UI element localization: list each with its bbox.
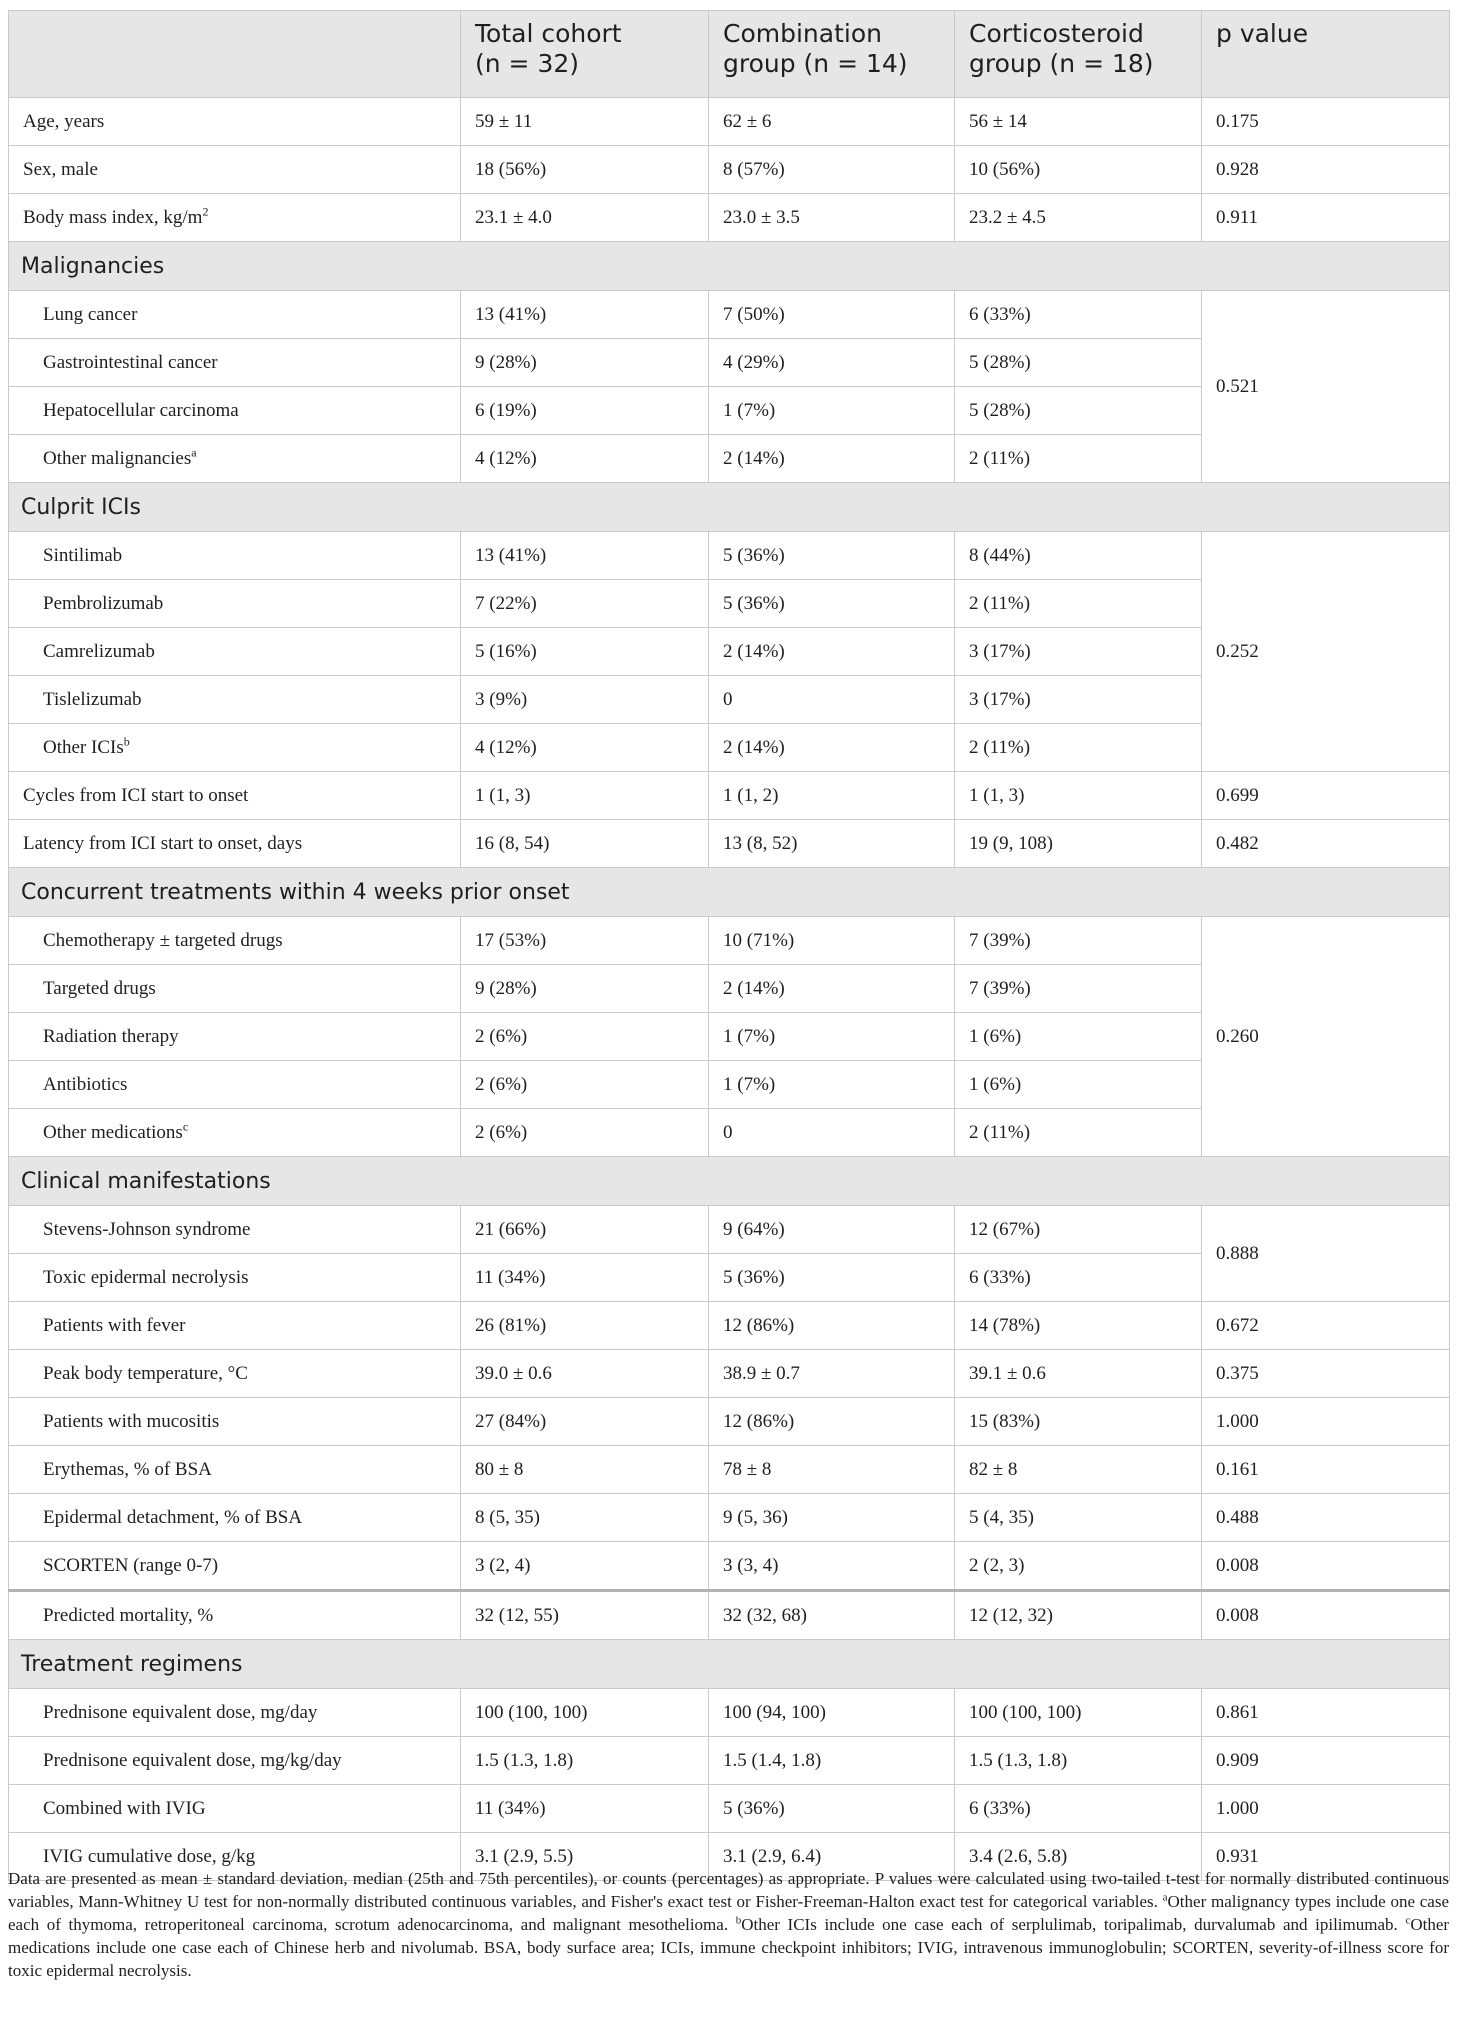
section-title-concurrent-treatments: Concurrent treatments within 4 weeks prior onset [9,868,1450,917]
cell-combination: 10 (71%) [709,917,955,965]
cell-combination: 2 (14%) [709,628,955,676]
cell-combination: 9 (5, 36) [709,1494,955,1542]
cell-combination: 0 [709,676,955,724]
row-label: Latency from ICI start to onset, days [9,820,461,868]
cell-p-value: 0.260 [1202,917,1450,1157]
cell-total: 3 (2, 4) [461,1542,709,1591]
cell-combination: 3.1 (2.9, 6.4) [709,1833,955,1881]
row-label: Predicted mortality, % [9,1591,461,1640]
row-label: Other ICIs$^b$ [9,724,461,772]
cell-p-value: 0.008 [1202,1591,1450,1640]
section-header-row [9,1157,1450,1206]
cell-combination: 2 (14%) [709,965,955,1013]
row-label: Tislelizumab [9,676,461,724]
cell-p-value: 0.861 [1202,1689,1450,1737]
cell-total: 9 (28%) [461,339,709,387]
cell-total: 59 ± 11 [461,98,709,146]
cell-corticosteroid: 2 (11%) [955,724,1202,772]
cell-combination: 78 ± 8 [709,1446,955,1494]
row-label: Pembrolizumab [9,580,461,628]
cell-corticosteroid: 7 (39%) [955,965,1202,1013]
row-label: Camrelizumab [9,628,461,676]
cell-corticosteroid: 8 (44%) [955,532,1202,580]
header-corticosteroid-group: Corticosteroid group (n = 18) [955,11,1202,98]
table-row [9,1785,1450,1833]
cell-corticosteroid: 5 (4, 35) [955,1494,1202,1542]
cell-p-value: 0.911 [1202,194,1450,242]
cell-total: 39.0 ± 0.6 [461,1350,709,1398]
table-row [9,1206,1450,1254]
cell-corticosteroid: 7 (39%) [955,917,1202,965]
header-combination-group: Combination group (n = 14) [709,11,955,98]
section-title-clinical-manifestations: Clinical manifestations [9,1157,1450,1206]
cell-p-value: 0.672 [1202,1302,1450,1350]
cell-corticosteroid: 14 (78%) [955,1302,1202,1350]
header-variable [9,11,461,98]
row-label: Sintilimab [9,532,461,580]
cell-total: 4 (12%) [461,724,709,772]
header-row [9,11,1450,98]
cell-corticosteroid: 23.2 ± 4.5 [955,194,1202,242]
cell-p-value: 0.008 [1202,1542,1450,1591]
cell-total: 3 (9%) [461,676,709,724]
table-row [9,1350,1450,1398]
cell-corticosteroid: 2 (11%) [955,435,1202,483]
cell-total: 17 (53%) [461,917,709,965]
cell-total: 18 (56%) [461,146,709,194]
row-label: Targeted drugs [9,965,461,1013]
cell-p-value: 1.000 [1202,1785,1450,1833]
section-title-malignancies: Malignancies [9,242,1450,291]
cell-total: 23.1 ± 4.0 [461,194,709,242]
cell-corticosteroid: 2 (11%) [955,1109,1202,1157]
table-row [9,1737,1450,1785]
header-p-value: p value [1202,11,1450,98]
cell-combination: 5 (36%) [709,1785,955,1833]
cell-corticosteroid: 12 (12, 32) [955,1591,1202,1640]
cell-corticosteroid: 6 (33%) [955,1254,1202,1302]
cell-total: 8 (5, 35) [461,1494,709,1542]
cell-p-value: 0.521 [1202,291,1450,483]
table-row [9,194,1450,242]
cell-total: 11 (34%) [461,1785,709,1833]
cell-total: 1.5 (1.3, 1.8) [461,1737,709,1785]
table-row [9,1494,1450,1542]
cell-combination: 3 (3, 4) [709,1542,955,1591]
cell-total: 6 (19%) [461,387,709,435]
cell-combination: 5 (36%) [709,532,955,580]
cell-combination: 23.0 ± 3.5 [709,194,955,242]
row-label: Stevens-Johnson syndrome [9,1206,461,1254]
cell-total: 2 (6%) [461,1109,709,1157]
table-row [9,532,1450,580]
cell-corticosteroid: 100 (100, 100) [955,1689,1202,1737]
cell-corticosteroid: 1.5 (1.3, 1.8) [955,1737,1202,1785]
cell-combination: 100 (94, 100) [709,1689,955,1737]
cell-corticosteroid: 1 (1, 3) [955,772,1202,820]
cell-combination: 9 (64%) [709,1206,955,1254]
cell-total: 2 (6%) [461,1013,709,1061]
cell-corticosteroid: 2 (2, 3) [955,1542,1202,1591]
cell-combination: 2 (14%) [709,435,955,483]
cell-combination: 7 (50%) [709,291,955,339]
cell-p-value: 0.699 [1202,772,1450,820]
table-row [9,1689,1450,1737]
cell-corticosteroid: 3 (17%) [955,676,1202,724]
table-row [9,1302,1450,1350]
cell-combination: 8 (57%) [709,146,955,194]
table-row [9,1591,1450,1640]
cell-corticosteroid: 6 (33%) [955,1785,1202,1833]
cell-combination: 1 (1, 2) [709,772,955,820]
table-row [9,1542,1450,1591]
cell-total: 4 (12%) [461,435,709,483]
cell-total: 2 (6%) [461,1061,709,1109]
cell-total: 1 (1, 3) [461,772,709,820]
cell-combination: 4 (29%) [709,339,955,387]
row-label: Toxic epidermal necrolysis [9,1254,461,1302]
cell-total: 27 (84%) [461,1398,709,1446]
row-label: Peak body temperature, °C [9,1350,461,1398]
row-label: Lung cancer [9,291,461,339]
cell-total: 7 (22%) [461,580,709,628]
cell-total: 11 (34%) [461,1254,709,1302]
header-total-cohort: Total cohort (n = 32) [461,11,709,98]
cell-p-value: 0.488 [1202,1494,1450,1542]
cell-combination: 2 (14%) [709,724,955,772]
cell-corticosteroid: 1 (6%) [955,1061,1202,1109]
row-label: Erythemas, % of BSA [9,1446,461,1494]
cell-combination: 1 (7%) [709,387,955,435]
cell-corticosteroid: 2 (11%) [955,580,1202,628]
row-label: Other malignancies$^a$ [9,435,461,483]
cell-combination: 1 (7%) [709,1013,955,1061]
table-row [9,772,1450,820]
cell-total: 13 (41%) [461,291,709,339]
table-row [9,291,1450,339]
cell-combination: 62 ± 6 [709,98,955,146]
cell-p-value: 0.909 [1202,1737,1450,1785]
cell-combination: 1.5 (1.4, 1.8) [709,1737,955,1785]
section-header-row [9,1640,1450,1689]
cell-total: 80 ± 8 [461,1446,709,1494]
cell-combination: 38.9 ± 0.7 [709,1350,955,1398]
cell-corticosteroid: 56 ± 14 [955,98,1202,146]
row-label: Cycles from ICI start to onset [9,772,461,820]
table-row [9,98,1450,146]
cell-corticosteroid: 6 (33%) [955,291,1202,339]
row-label: Epidermal detachment, % of BSA [9,1494,461,1542]
cell-corticosteroid: 5 (28%) [955,339,1202,387]
row-label: Other medications$^c$ [9,1109,461,1157]
cell-combination: 1 (7%) [709,1061,955,1109]
cell-p-value: 0.252 [1202,532,1450,772]
cell-total: 16 (8, 54) [461,820,709,868]
cell-total: 26 (81%) [461,1302,709,1350]
row-label: Patients with mucositis [9,1398,461,1446]
cell-p-value: 0.888 [1202,1206,1450,1302]
table-footnote [8,1867,1449,1982]
row-label: IVIG cumulative dose, g/kg [9,1833,461,1881]
row-label: SCORTEN (range 0-7) [9,1542,461,1591]
row-label: Sex, male [9,146,461,194]
cell-combination: 0 [709,1109,955,1157]
cell-corticosteroid: 82 ± 8 [955,1446,1202,1494]
cell-p-value: 0.161 [1202,1446,1450,1494]
row-label: Gastrointestinal cancer [9,339,461,387]
section-header-row [9,483,1450,532]
cell-combination: 5 (36%) [709,1254,955,1302]
cell-p-value: 0.482 [1202,820,1450,868]
table-row [9,917,1450,965]
table-row [9,146,1450,194]
cell-p-value: 0.175 [1202,98,1450,146]
table-container [8,10,1449,1881]
cell-combination: 12 (86%) [709,1398,955,1446]
row-label: Chemotherapy ± targeted drugs [9,917,461,965]
cell-combination: 12 (86%) [709,1302,955,1350]
cell-corticosteroid: 12 (67%) [955,1206,1202,1254]
table-row [9,820,1450,868]
cell-total: 32 (12, 55) [461,1591,709,1640]
cell-corticosteroid: 15 (83%) [955,1398,1202,1446]
row-label: Age, years [9,98,461,146]
cell-corticosteroid: 10 (56%) [955,146,1202,194]
cell-total: 13 (41%) [461,532,709,580]
row-label: Prednisone equivalent dose, mg/day [9,1689,461,1737]
cell-p-value: 1.000 [1202,1398,1450,1446]
row-label: Prednisone equivalent dose, mg/kg/day [9,1737,461,1785]
patient-characteristics-table [8,10,1450,1881]
cell-p-value: 0.375 [1202,1350,1450,1398]
cell-combination: 13 (8, 52) [709,820,955,868]
section-header-row [9,242,1450,291]
cell-corticosteroid: 3.4 (2.6, 5.8) [955,1833,1202,1881]
cell-total: 3.1 (2.9, 5.5) [461,1833,709,1881]
footnote-text: Data are presented as mean ± standard deviation, median (25th and 75th percentiles), or counts (percentages) as appropriate. P values were calculated using two-tailed t-test for normally distributed continuous variables, Mann-Whitney U test for non-normally distributed continuous variables, and Fisher's exact test or Fisher-Freeman-Halton exact test for categorical variables. $^a$Other malignancy types include one case each of thymoma, retroperitoneal carcinoma, scrotum adenocarcinoma, and malignant mesothelioma. $^b$Other ICIs include one case each of serplulimab, toripalimab, durvalumab and ipilimumab. $^c$Other medications include one case each of Chinese herb and nivolumab. BSA, body surface area; ICIs, immune checkpoint inhibitors; IVIG, intravenous immunoglobulin; SCORTEN, severity-of-illness score for toxic epidermal necrolysis. [8,1869,1450,1980]
cell-corticosteroid: 3 (17%) [955,628,1202,676]
cell-p-value: 0.931 [1202,1833,1450,1881]
cell-combination: 5 (36%) [709,580,955,628]
row-label: Hepatocellular carcinoma [9,387,461,435]
cell-total: 9 (28%) [461,965,709,1013]
cell-total: 5 (16%) [461,628,709,676]
section-header-row [9,868,1450,917]
section-title-culprit-icis: Culprit ICIs [9,483,1450,532]
cell-corticosteroid: 5 (28%) [955,387,1202,435]
cell-corticosteroid: 39.1 ± 0.6 [955,1350,1202,1398]
row-label: Combined with IVIG [9,1785,461,1833]
cell-corticosteroid: 1 (6%) [955,1013,1202,1061]
cell-total: 21 (66%) [461,1206,709,1254]
cell-total: 100 (100, 100) [461,1689,709,1737]
table-row [9,1446,1450,1494]
cell-combination: 32 (32, 68) [709,1591,955,1640]
cell-corticosteroid: 19 (9, 108) [955,820,1202,868]
row-label: Body mass index, $kg/m^2$ [9,194,461,242]
cell-p-value: 0.928 [1202,146,1450,194]
row-label: Radiation therapy [9,1013,461,1061]
row-label: Antibiotics [9,1061,461,1109]
section-title-treatment-regimens: Treatment regimens [9,1640,1450,1689]
row-label: Patients with fever [9,1302,461,1350]
table-row [9,1398,1450,1446]
